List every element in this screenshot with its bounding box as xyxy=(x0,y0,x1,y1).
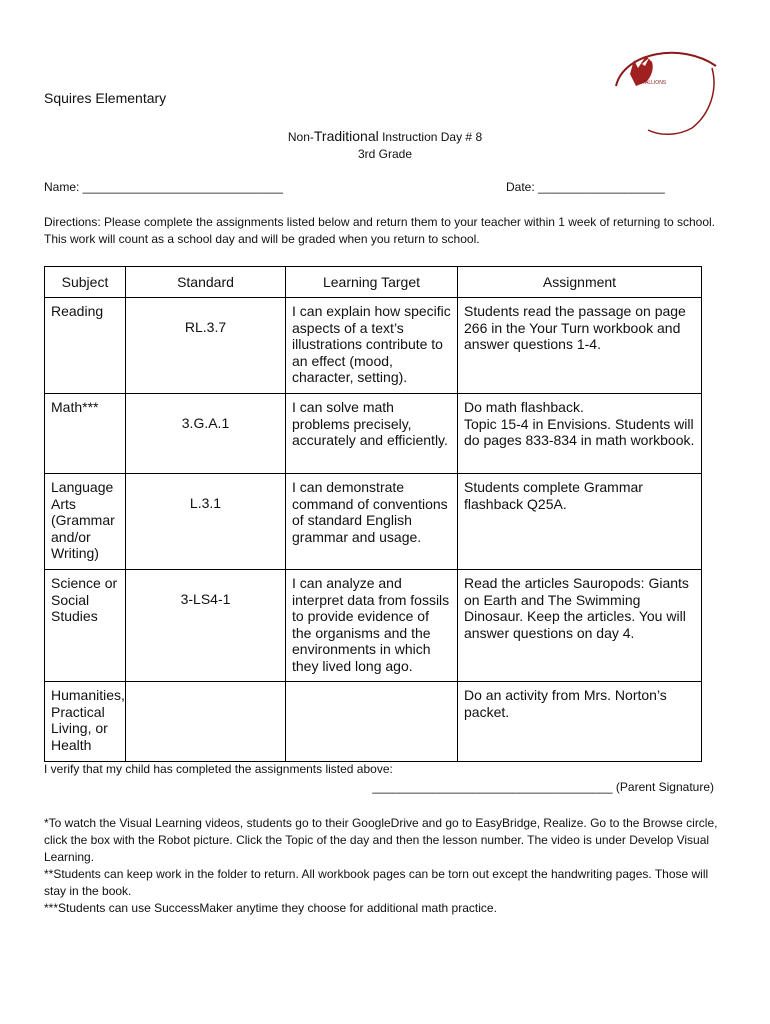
header-subject: Subject xyxy=(45,267,126,298)
row-assignment: Do an activity from Mrs. Norton’s packet. xyxy=(458,682,702,762)
row-standard: RL.3.7 xyxy=(126,298,286,394)
grade-label: 3rd Grade xyxy=(357,147,413,161)
table-row xyxy=(45,394,702,474)
row-subject: Language Arts (Grammar and/or Writing) xyxy=(45,474,126,570)
notes-section xyxy=(44,815,724,917)
row-standard: 3.G.A.1 xyxy=(126,394,286,474)
header-standard: Standard xyxy=(126,267,286,298)
assignments-table xyxy=(44,266,702,762)
row-subject: Science or Social Studies xyxy=(45,570,126,682)
directions-text: Directions: Please complete the assignments listed below and return them to your teacher within 1 week of returning to school. This work will count as a school day and will be graded when you return to school. xyxy=(44,215,716,246)
row-assignment: Do math flashback. Topic 15-4 in Envisions. Students will do pages 833-834 in math workbook. xyxy=(458,394,702,474)
row-standard xyxy=(126,682,286,762)
row-standard: L.3.1 xyxy=(126,474,286,570)
row-subject: Math*** xyxy=(45,394,126,474)
row-target: I can demonstrate command of conventions of standard English grammar and usage. xyxy=(286,474,458,570)
row-target: I can explain how specific aspects of a text’s illustrations contribute to an effect (mood, character, setting). xyxy=(286,298,458,394)
row-assignment: Read the articles Sauropods: Giants on Earth and The Swimming Dinosaur. Keep the articles. You will answer questions on day 4. xyxy=(458,570,702,682)
table-header-row xyxy=(45,267,702,298)
title-suffix: Instruction Day # 8 xyxy=(378,130,483,144)
logo-text: STALLIONS xyxy=(639,80,667,86)
row-standard: 3-LS4-1 xyxy=(126,570,286,682)
school-name: Squires Elementary xyxy=(44,90,167,106)
row-target: I can analyze and interpret data from fossils to provide evidence of the organisms and the environments in which they lived long ago. xyxy=(286,570,458,682)
table-row xyxy=(45,682,702,762)
row-target: I can solve math problems precisely, accurately and efficiently. xyxy=(286,394,458,474)
header-learning-target: Learning Target xyxy=(286,267,458,298)
table-row xyxy=(45,570,702,682)
row-subject: Reading xyxy=(45,298,126,394)
parent-signature-line: ____________________________________ (Parent Signature) xyxy=(372,780,714,794)
header-assignment: Assignment xyxy=(458,267,702,298)
name-field: Name: ______________________________ xyxy=(44,180,283,194)
row-target xyxy=(286,682,458,762)
stallion-logo-icon xyxy=(612,38,720,138)
note-visual-learning: *To watch the Visual Learning videos, students go to their GoogleDrive and go to EasyBridge, Realize. Go to the Browse circle, click the box with the Robot picture. Click the Topic of the day and then the lesson number. The video is under Develop Visual Learning. xyxy=(44,816,718,864)
note-successmaker: ***Students can use SuccessMaker anytime they choose for additional math practice. xyxy=(44,901,497,915)
table-row xyxy=(45,298,702,394)
row-assignment: Students read the passage on page 266 in the Your Turn workbook and answer questions 1-4. xyxy=(458,298,702,394)
row-subject: Humanities, Practical Living, or Health xyxy=(45,682,126,762)
verify-statement: I verify that my child has completed the assignments listed above: xyxy=(44,762,393,776)
page-title xyxy=(0,128,770,144)
row-assignment: Students complete Grammar flashback Q25A. xyxy=(458,474,702,570)
title-big: Traditional xyxy=(313,128,379,144)
date-field: Date: ___________________ xyxy=(506,180,665,194)
title-prefix: Non- xyxy=(287,130,314,144)
table-row xyxy=(45,474,702,570)
note-workbook: **Students can keep work in the folder to return. All workbook pages can be torn out except the handwriting pages. Those will stay in the book. xyxy=(44,867,709,898)
